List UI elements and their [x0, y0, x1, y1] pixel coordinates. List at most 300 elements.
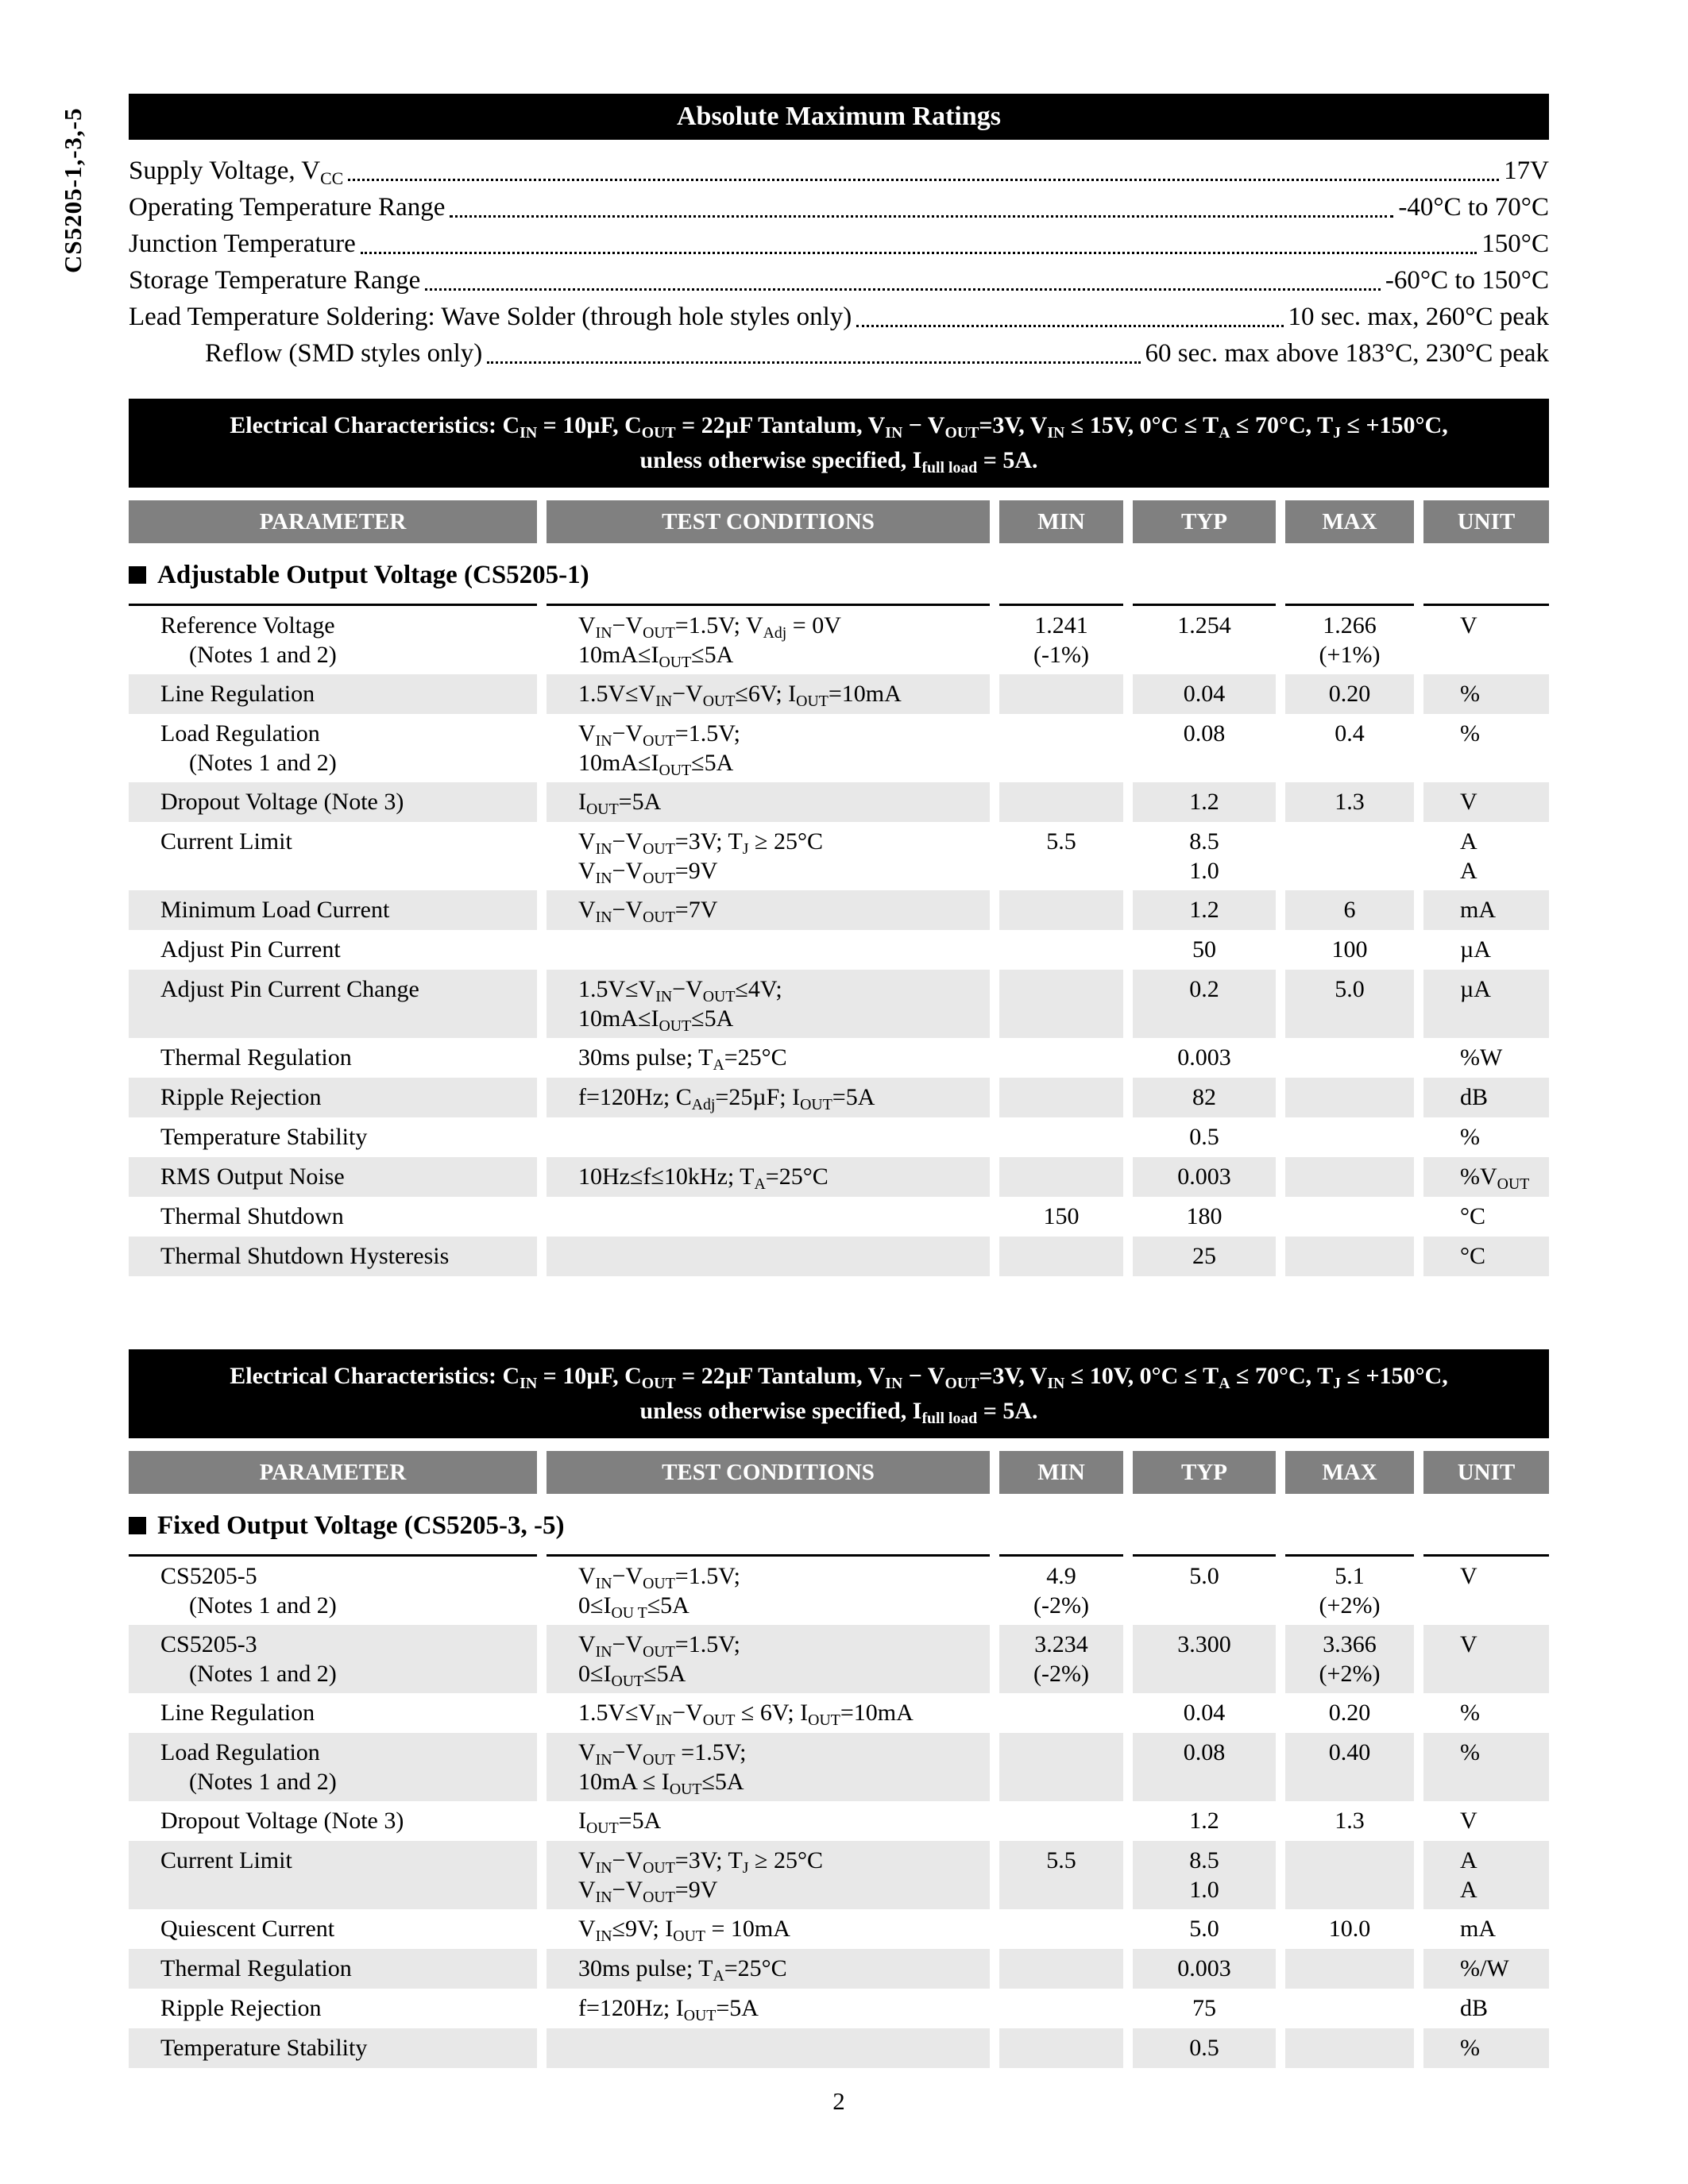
- cell-line: °C: [1460, 1203, 1486, 1229]
- cell-line: 100: [1331, 936, 1368, 963]
- cell-typ: [1133, 1157, 1276, 1197]
- cell-unit: [1423, 714, 1549, 782]
- cell-typ: [1133, 1625, 1276, 1693]
- cell-typ: [1133, 1554, 1276, 1625]
- cell-line: Thermal Regulation: [160, 1044, 352, 1071]
- cell-max: [1285, 1625, 1414, 1693]
- cell-unit: [1423, 970, 1549, 1038]
- cell-conditions: [547, 822, 990, 890]
- cell-typ: [1133, 1989, 1276, 2028]
- cell-line: %W: [1460, 1044, 1503, 1071]
- cell-unit: [1423, 1909, 1549, 1949]
- cell-line: Load Regulation: [160, 1739, 320, 1765]
- electrical-characteristics-banner: [129, 399, 1549, 488]
- cell-min: [999, 890, 1123, 930]
- cell-parameter: [129, 1157, 537, 1197]
- page-number: 2: [832, 2087, 845, 2115]
- part-number-side-label: CS5205-1,-3,-5: [59, 107, 87, 273]
- banner-line: unless otherwise specified, $I_{full load} = 5A$.: [639, 1398, 1038, 1427]
- cell-line: (Notes 1 and 2): [189, 1661, 337, 1687]
- cell-max: [1285, 1038, 1414, 1078]
- column-header: TYP: [1133, 500, 1276, 543]
- cell-line: 0.20: [1328, 1700, 1371, 1726]
- cell-typ: [1133, 822, 1276, 890]
- cell-line: Adjust Pin Current Change: [160, 976, 419, 1002]
- cell-max: [1285, 714, 1414, 782]
- cell-line: 5.5: [1046, 1847, 1076, 1873]
- cell-line: Current Limit: [160, 828, 292, 855]
- cell-line: Thermal Regulation: [160, 1955, 352, 1981]
- cell-line: $1.5V\le V_{IN}-V_{OUT} \le 6V$; $I_{OUT}=10mA$: [578, 1700, 914, 1729]
- banner-line: unless otherwise specified, $I_{full load} = 5A$.: [639, 447, 1038, 477]
- cell-parameter: [129, 1625, 537, 1693]
- cell-max: [1285, 1693, 1414, 1733]
- cell-conditions: [547, 1801, 990, 1841]
- cell-min: [999, 1625, 1123, 1693]
- cell-line: 5.5: [1046, 828, 1076, 855]
- cell-conditions: [547, 930, 990, 970]
- cell-unit: [1423, 1693, 1549, 1733]
- cell-line: (+2%): [1319, 1661, 1381, 1687]
- parameters-table: [129, 604, 1549, 1276]
- cell-line: 1.2: [1189, 897, 1219, 923]
- column-header-row: [129, 1451, 1549, 1494]
- cell-max: [1285, 1197, 1414, 1237]
- cell-line: 0.4: [1335, 720, 1365, 747]
- cell-line: 0.08: [1183, 720, 1226, 747]
- cell-typ: [1133, 930, 1276, 970]
- cell-line: V: [1460, 612, 1477, 639]
- rating-label: Storage Temperature Range: [129, 266, 421, 295]
- rating-label: Lead Temperature Soldering: Wave Solder (through hole styles only): [129, 303, 852, 331]
- cell-max: [1285, 930, 1414, 970]
- cell-typ: [1133, 1909, 1276, 1949]
- cell-line: 0.5: [1189, 2035, 1219, 2061]
- cell-parameter: [129, 930, 537, 970]
- cell-min: [999, 1801, 1123, 1841]
- cell-line: 0.003: [1177, 1163, 1231, 1190]
- column-header: TEST CONDITIONS: [547, 500, 990, 543]
- column-header-row: [129, 500, 1549, 543]
- cell-min: [999, 714, 1123, 782]
- cell-typ: [1133, 1949, 1276, 1989]
- cell-typ: [1133, 970, 1276, 1038]
- column-header: UNIT: [1423, 1451, 1549, 1494]
- cell-min: [999, 1157, 1123, 1197]
- cell-line: %/W: [1460, 1955, 1509, 1981]
- cell-line: 0.2: [1189, 976, 1219, 1002]
- section-title: [129, 559, 1549, 591]
- cell-unit: [1423, 1989, 1549, 2028]
- cell-line: 3.366: [1323, 1631, 1377, 1657]
- cell-line: 0.04: [1183, 1700, 1226, 1726]
- cell-min: [999, 930, 1123, 970]
- absolute-maximum-ratings-header: [129, 94, 1549, 140]
- cell-line: 1.254: [1177, 612, 1231, 639]
- cell-line: $V_{IN}-V_{OUT}=3V$; $T_J \ge 25^\circ C$: [578, 1847, 823, 1877]
- cell-max: [1285, 970, 1414, 1038]
- rating-value: 10 sec. max, 260°C peak: [1288, 303, 1549, 331]
- cell-min: [999, 604, 1123, 674]
- cell-min: [999, 674, 1123, 714]
- cell-line: 5.0: [1335, 976, 1365, 1002]
- cell-line: A: [1460, 828, 1477, 855]
- cell-line: 1.0: [1189, 1877, 1219, 1903]
- cell-unit: [1423, 1038, 1549, 1078]
- cell-min: [999, 782, 1123, 822]
- cell-unit: [1423, 822, 1549, 890]
- cell-max: [1285, 2028, 1414, 2068]
- cell-line: 150: [1043, 1203, 1080, 1229]
- cell-line: Temperature Stability: [160, 1124, 368, 1150]
- cell-unit: [1423, 1197, 1549, 1237]
- cell-conditions: [547, 1949, 990, 1989]
- cell-line: $10mA \le I_{OUT}\le 5A$: [578, 1769, 744, 1798]
- cell-parameter: [129, 714, 537, 782]
- cell-line: 180: [1186, 1203, 1223, 1229]
- cell-unit: [1423, 1949, 1549, 1989]
- cell-parameter: [129, 1989, 537, 2028]
- cell-line: V: [1460, 789, 1477, 815]
- cell-line: 5.0: [1189, 1916, 1219, 1942]
- column-header: TYP: [1133, 1451, 1276, 1494]
- cell-line: Ripple Rejection: [160, 1995, 322, 2021]
- banner-line: Electrical Characteristics: $C_{IN} = 10\mu F$, $C_{OUT} = 22\mu F$ Tantalum, $V_{IN} - V_{OUT}=3V$, $V_{IN} \le 15V$, $0^\circ C \le T_A \le 70^\circ C$, $T_J \le +150^\circ C$,: [230, 412, 1448, 442]
- cell-line: CS5205-5: [160, 1563, 257, 1589]
- cell-unit: [1423, 1117, 1549, 1157]
- cell-line: µA: [1460, 976, 1491, 1002]
- cell-line: 82: [1192, 1084, 1216, 1110]
- cell-typ: [1133, 1078, 1276, 1117]
- cell-line: $I_{OUT}=5A$: [578, 789, 662, 818]
- cell-line: $V_{IN}-V_{OUT}=9V$: [578, 1877, 718, 1906]
- cell-line: $I_{OUT}=5A$: [578, 1808, 662, 1837]
- cell-line: (Notes 1 and 2): [189, 1592, 337, 1619]
- cell-line: A: [1460, 1847, 1477, 1873]
- rating-row: [129, 189, 1549, 226]
- cell-parameter: [129, 1197, 537, 1237]
- cell-line: 1.241: [1034, 612, 1088, 639]
- cell-min: [999, 1038, 1123, 1078]
- cell-line: $V_{IN}\le 9V$; $I_{OUT} = 10mA$: [578, 1916, 790, 1945]
- cell-line: 30ms pulse; $T_A=25^\circ C$: [578, 1955, 787, 1985]
- cell-line: RMS Output Noise: [160, 1163, 345, 1190]
- cell-line: 0.5: [1189, 1124, 1219, 1150]
- dot-leader: [856, 325, 1283, 327]
- cell-parameter: [129, 1909, 537, 1949]
- cell-parameter: [129, 1038, 537, 1078]
- cell-conditions: [547, 604, 990, 674]
- cell-max: [1285, 1801, 1414, 1841]
- cell-max: [1285, 1949, 1414, 1989]
- cell-line: mA: [1460, 1916, 1496, 1942]
- cell-min: [999, 1117, 1123, 1157]
- cell-line: 8.5: [1189, 1847, 1219, 1873]
- electrical-characteristics-banner: [129, 1349, 1549, 1438]
- section-bullet-square: [129, 1517, 146, 1534]
- cell-line: 5.0: [1189, 1563, 1219, 1589]
- cell-line: Thermal Shutdown: [160, 1203, 344, 1229]
- cell-line: %: [1460, 1700, 1480, 1726]
- cell-line: 4.9: [1046, 1563, 1076, 1589]
- cell-line: 1.3: [1335, 789, 1365, 815]
- absolute-maximum-ratings-list: [129, 152, 1549, 372]
- cell-line: 1.2: [1189, 789, 1219, 815]
- cell-max: [1285, 1237, 1414, 1276]
- rating-label: Operating Temperature Range: [129, 193, 446, 222]
- cell-line: $V_{IN}-V_{OUT}=1.5V$;: [578, 1631, 740, 1661]
- cell-parameter: [129, 1949, 537, 1989]
- cell-line: 10Hz≤f≤10kHz; $T_A=25^\circ C$: [578, 1163, 829, 1193]
- cell-typ: [1133, 890, 1276, 930]
- cell-line: f=120Hz; $I_{OUT}=5A$: [578, 1995, 759, 2024]
- cell-parameter: [129, 1554, 537, 1625]
- cell-line: 1.0: [1189, 858, 1219, 884]
- rating-value: 150°C: [1481, 230, 1549, 258]
- cell-max: [1285, 822, 1414, 890]
- cell-conditions: [547, 1733, 990, 1801]
- cell-line: 30ms pulse; $T_A=25^\circ C$: [578, 1044, 787, 1074]
- banner-line: Electrical Characteristics: $C_{IN} = 10\mu F$, $C_{OUT} = 22\mu F$ Tantalum, $V_{IN} - V_{OUT}=3V$, $V_{IN} \le 10V$, $0^\circ C \le T_A \le 70^\circ C$, $T_J \le +150^\circ C$,: [230, 1363, 1448, 1392]
- cell-line: Current Limit: [160, 1847, 292, 1873]
- cell-parameter: [129, 970, 537, 1038]
- column-header: MIN: [999, 500, 1123, 543]
- cell-line: $10mA\le I_{OUT}\le 5A$: [578, 642, 734, 671]
- electrical-characteristics-section-adjustable: [129, 399, 1549, 1276]
- cell-line: CS5205-3: [160, 1631, 257, 1657]
- cell-min: [999, 1989, 1123, 2028]
- cell-line: 1.3: [1335, 1808, 1365, 1834]
- cell-min: [999, 1078, 1123, 1117]
- cell-parameter: [129, 1733, 537, 1801]
- cell-typ: [1133, 1733, 1276, 1801]
- dot-leader: [425, 288, 1381, 291]
- cell-parameter: [129, 2028, 537, 2068]
- cell-typ: [1133, 1117, 1276, 1157]
- cell-max: [1285, 782, 1414, 822]
- cell-line: $0\le I_{OUT}\le 5A$: [578, 1661, 686, 1690]
- rating-label: Supply Voltage, $V_{CC}$: [129, 156, 344, 188]
- cell-conditions: [547, 2028, 990, 2068]
- cell-line: (Notes 1 and 2): [189, 1769, 337, 1795]
- cell-typ: [1133, 1693, 1276, 1733]
- cell-conditions: [547, 1197, 990, 1237]
- cell-conditions: [547, 1078, 990, 1117]
- cell-min: [999, 822, 1123, 890]
- section-bullet-square: [129, 566, 146, 584]
- cell-unit: [1423, 1078, 1549, 1117]
- cell-line: $V_{IN}-V_{OUT}=7V$: [578, 897, 718, 926]
- cell-typ: [1133, 782, 1276, 822]
- cell-conditions: [547, 1554, 990, 1625]
- cell-max: [1285, 890, 1414, 930]
- cell-min: [999, 1237, 1123, 1276]
- cell-line: (Notes 1 and 2): [189, 750, 337, 776]
- rating-row: [129, 262, 1549, 299]
- column-header: PARAMETER: [129, 1451, 537, 1494]
- cell-conditions: [547, 1038, 990, 1078]
- cell-line: Temperature Stability: [160, 2035, 368, 2061]
- cell-line: Dropout Voltage (Note 3): [160, 1808, 404, 1834]
- cell-line: (-1%): [1033, 642, 1089, 668]
- cell-line: °C: [1460, 1243, 1486, 1269]
- rating-value: -60°C to 150°C: [1385, 266, 1549, 295]
- dot-leader: [361, 252, 1477, 254]
- cell-line: 0.04: [1183, 681, 1226, 707]
- cell-line: 5.1: [1335, 1563, 1365, 1589]
- cell-unit: [1423, 674, 1549, 714]
- cell-max: [1285, 1117, 1414, 1157]
- cell-max: [1285, 1733, 1414, 1801]
- electrical-characteristics-section-fixed: [129, 1349, 1549, 2068]
- cell-conditions: [547, 782, 990, 822]
- cell-typ: [1133, 1038, 1276, 1078]
- cell-min: [999, 1554, 1123, 1625]
- cell-line: $V_{IN}-V_{OUT}=1.5V$; $V_{Adj} = 0V$: [578, 612, 841, 642]
- cell-conditions: [547, 714, 990, 782]
- section-title-text: Fixed Output Voltage (CS5205-3, -5): [157, 1511, 565, 1540]
- cell-parameter: [129, 1693, 537, 1733]
- cell-unit: [1423, 930, 1549, 970]
- cell-line: Adjust Pin Current: [160, 936, 341, 963]
- cell-line: %: [1460, 2035, 1480, 2061]
- cell-line: $1.5V\le V_{IN}-V_{OUT}\le 6V$; $I_{OUT}=10mA$: [578, 681, 902, 710]
- cell-line: Ripple Rejection: [160, 1084, 322, 1110]
- cell-line: $V_{IN}-V_{OUT}=9V$: [578, 858, 718, 887]
- cell-unit: [1423, 1554, 1549, 1625]
- rating-row: [129, 335, 1549, 372]
- cell-min: [999, 1733, 1123, 1801]
- rating-value: 60 sec. max above 183°C, 230°C peak: [1145, 339, 1549, 368]
- rating-label: Junction Temperature: [129, 230, 356, 258]
- cell-unit: [1423, 1625, 1549, 1693]
- cell-min: [999, 1949, 1123, 1989]
- cell-typ: [1133, 1197, 1276, 1237]
- cell-line: 1.2: [1189, 1808, 1219, 1834]
- cell-max: [1285, 1841, 1414, 1909]
- column-header: MAX: [1285, 1451, 1414, 1494]
- cell-parameter: [129, 822, 537, 890]
- cell-typ: [1133, 674, 1276, 714]
- cell-line: 50: [1192, 936, 1216, 963]
- cell-line: %: [1460, 720, 1480, 747]
- cell-line: Thermal Shutdown Hysteresis: [160, 1243, 450, 1269]
- cell-line: A: [1460, 1877, 1477, 1903]
- rating-value: 17V: [1504, 156, 1549, 185]
- cell-unit: [1423, 1237, 1549, 1276]
- cell-max: [1285, 604, 1414, 674]
- cell-line: 3.300: [1177, 1631, 1231, 1657]
- cell-line: $V_{IN}-V_{OUT}=1.5V$;: [578, 1563, 740, 1592]
- column-header: MIN: [999, 1451, 1123, 1494]
- cell-line: $0\le I_{OU T}\le 5A$: [578, 1592, 689, 1622]
- cell-unit: [1423, 1733, 1549, 1801]
- cell-parameter: [129, 1117, 537, 1157]
- cell-parameter: [129, 1841, 537, 1909]
- cell-line: (-2%): [1033, 1661, 1089, 1687]
- cell-line: A: [1460, 858, 1477, 884]
- cell-line: 8.5: [1189, 828, 1219, 855]
- cell-typ: [1133, 1841, 1276, 1909]
- cell-line: $1.5V\le V_{IN}-V_{OUT}\le 4V$;: [578, 976, 782, 1005]
- cell-line: Line Regulation: [160, 681, 315, 707]
- cell-min: [999, 970, 1123, 1038]
- cell-line: Dropout Voltage (Note 3): [160, 789, 404, 815]
- cell-line: 0.40: [1328, 1739, 1371, 1765]
- rating-row: [129, 152, 1549, 189]
- cell-line: 0.003: [1177, 1044, 1231, 1071]
- cell-line: $V_{IN}-V_{OUT}=3V$; $T_J \ge 25^\circ C$: [578, 828, 823, 858]
- cell-parameter: [129, 1237, 537, 1276]
- rating-row: [129, 226, 1549, 262]
- cell-typ: [1133, 2028, 1276, 2068]
- cell-parameter: [129, 674, 537, 714]
- cell-unit: [1423, 2028, 1549, 2068]
- cell-line: $V_{IN}-V_{OUT} =1.5V$;: [578, 1739, 747, 1769]
- column-header: PARAMETER: [129, 500, 537, 543]
- cell-max: [1285, 1989, 1414, 2028]
- cell-conditions: [547, 1693, 990, 1733]
- parameters-table: [129, 1554, 1549, 2068]
- cell-line: %: [1460, 681, 1480, 707]
- cell-line: Quiescent Current: [160, 1916, 335, 1942]
- cell-line: dB: [1460, 1084, 1489, 1110]
- cell-line: $V_{IN}-V_{OUT}=1.5V$;: [578, 720, 740, 750]
- cell-line: µA: [1460, 936, 1491, 963]
- cell-line: %: [1460, 1124, 1480, 1150]
- section-title: [129, 1510, 1549, 1542]
- cell-line: 3.234: [1034, 1631, 1088, 1657]
- cell-line: (+1%): [1319, 642, 1381, 668]
- cell-line: 75: [1192, 1995, 1216, 2021]
- cell-conditions: [547, 890, 990, 930]
- rating-value: -40°C to 70°C: [1398, 193, 1549, 222]
- dot-leader: [450, 215, 1393, 218]
- cell-line: dB: [1460, 1995, 1489, 2021]
- cell-conditions: [547, 970, 990, 1038]
- cell-typ: [1133, 714, 1276, 782]
- cell-conditions: [547, 1117, 990, 1157]
- cell-line: 10.0: [1328, 1916, 1371, 1942]
- cell-line: %: [1460, 1739, 1480, 1765]
- column-header: MAX: [1285, 500, 1414, 543]
- cell-line: Reference Voltage: [160, 612, 335, 639]
- cell-line: 6: [1343, 897, 1356, 923]
- cell-line: 25: [1192, 1243, 1216, 1269]
- cell-conditions: [547, 1909, 990, 1949]
- cell-unit: [1423, 1801, 1549, 1841]
- cell-line: V: [1460, 1631, 1477, 1657]
- cell-line: $10mA\le I_{OUT}\le 5A$: [578, 1005, 734, 1035]
- cell-max: [1285, 1078, 1414, 1117]
- cell-unit: [1423, 782, 1549, 822]
- cell-unit: [1423, 604, 1549, 674]
- cell-line: Minimum Load Current: [160, 897, 390, 923]
- cell-parameter: [129, 1801, 537, 1841]
- cell-min: [999, 1841, 1123, 1909]
- cell-typ: [1133, 1237, 1276, 1276]
- cell-unit: [1423, 1157, 1549, 1197]
- cell-conditions: [547, 674, 990, 714]
- cell-line: $10mA\le I_{OUT}\le 5A$: [578, 750, 734, 779]
- cell-parameter: [129, 1078, 537, 1117]
- cell-typ: [1133, 604, 1276, 674]
- section-title-text: Adjustable Output Voltage (CS5205-1): [157, 560, 589, 589]
- page-content: [129, 0, 1549, 2116]
- cell-line: V: [1460, 1563, 1477, 1589]
- cell-max: [1285, 674, 1414, 714]
- cell-conditions: [547, 1841, 990, 1909]
